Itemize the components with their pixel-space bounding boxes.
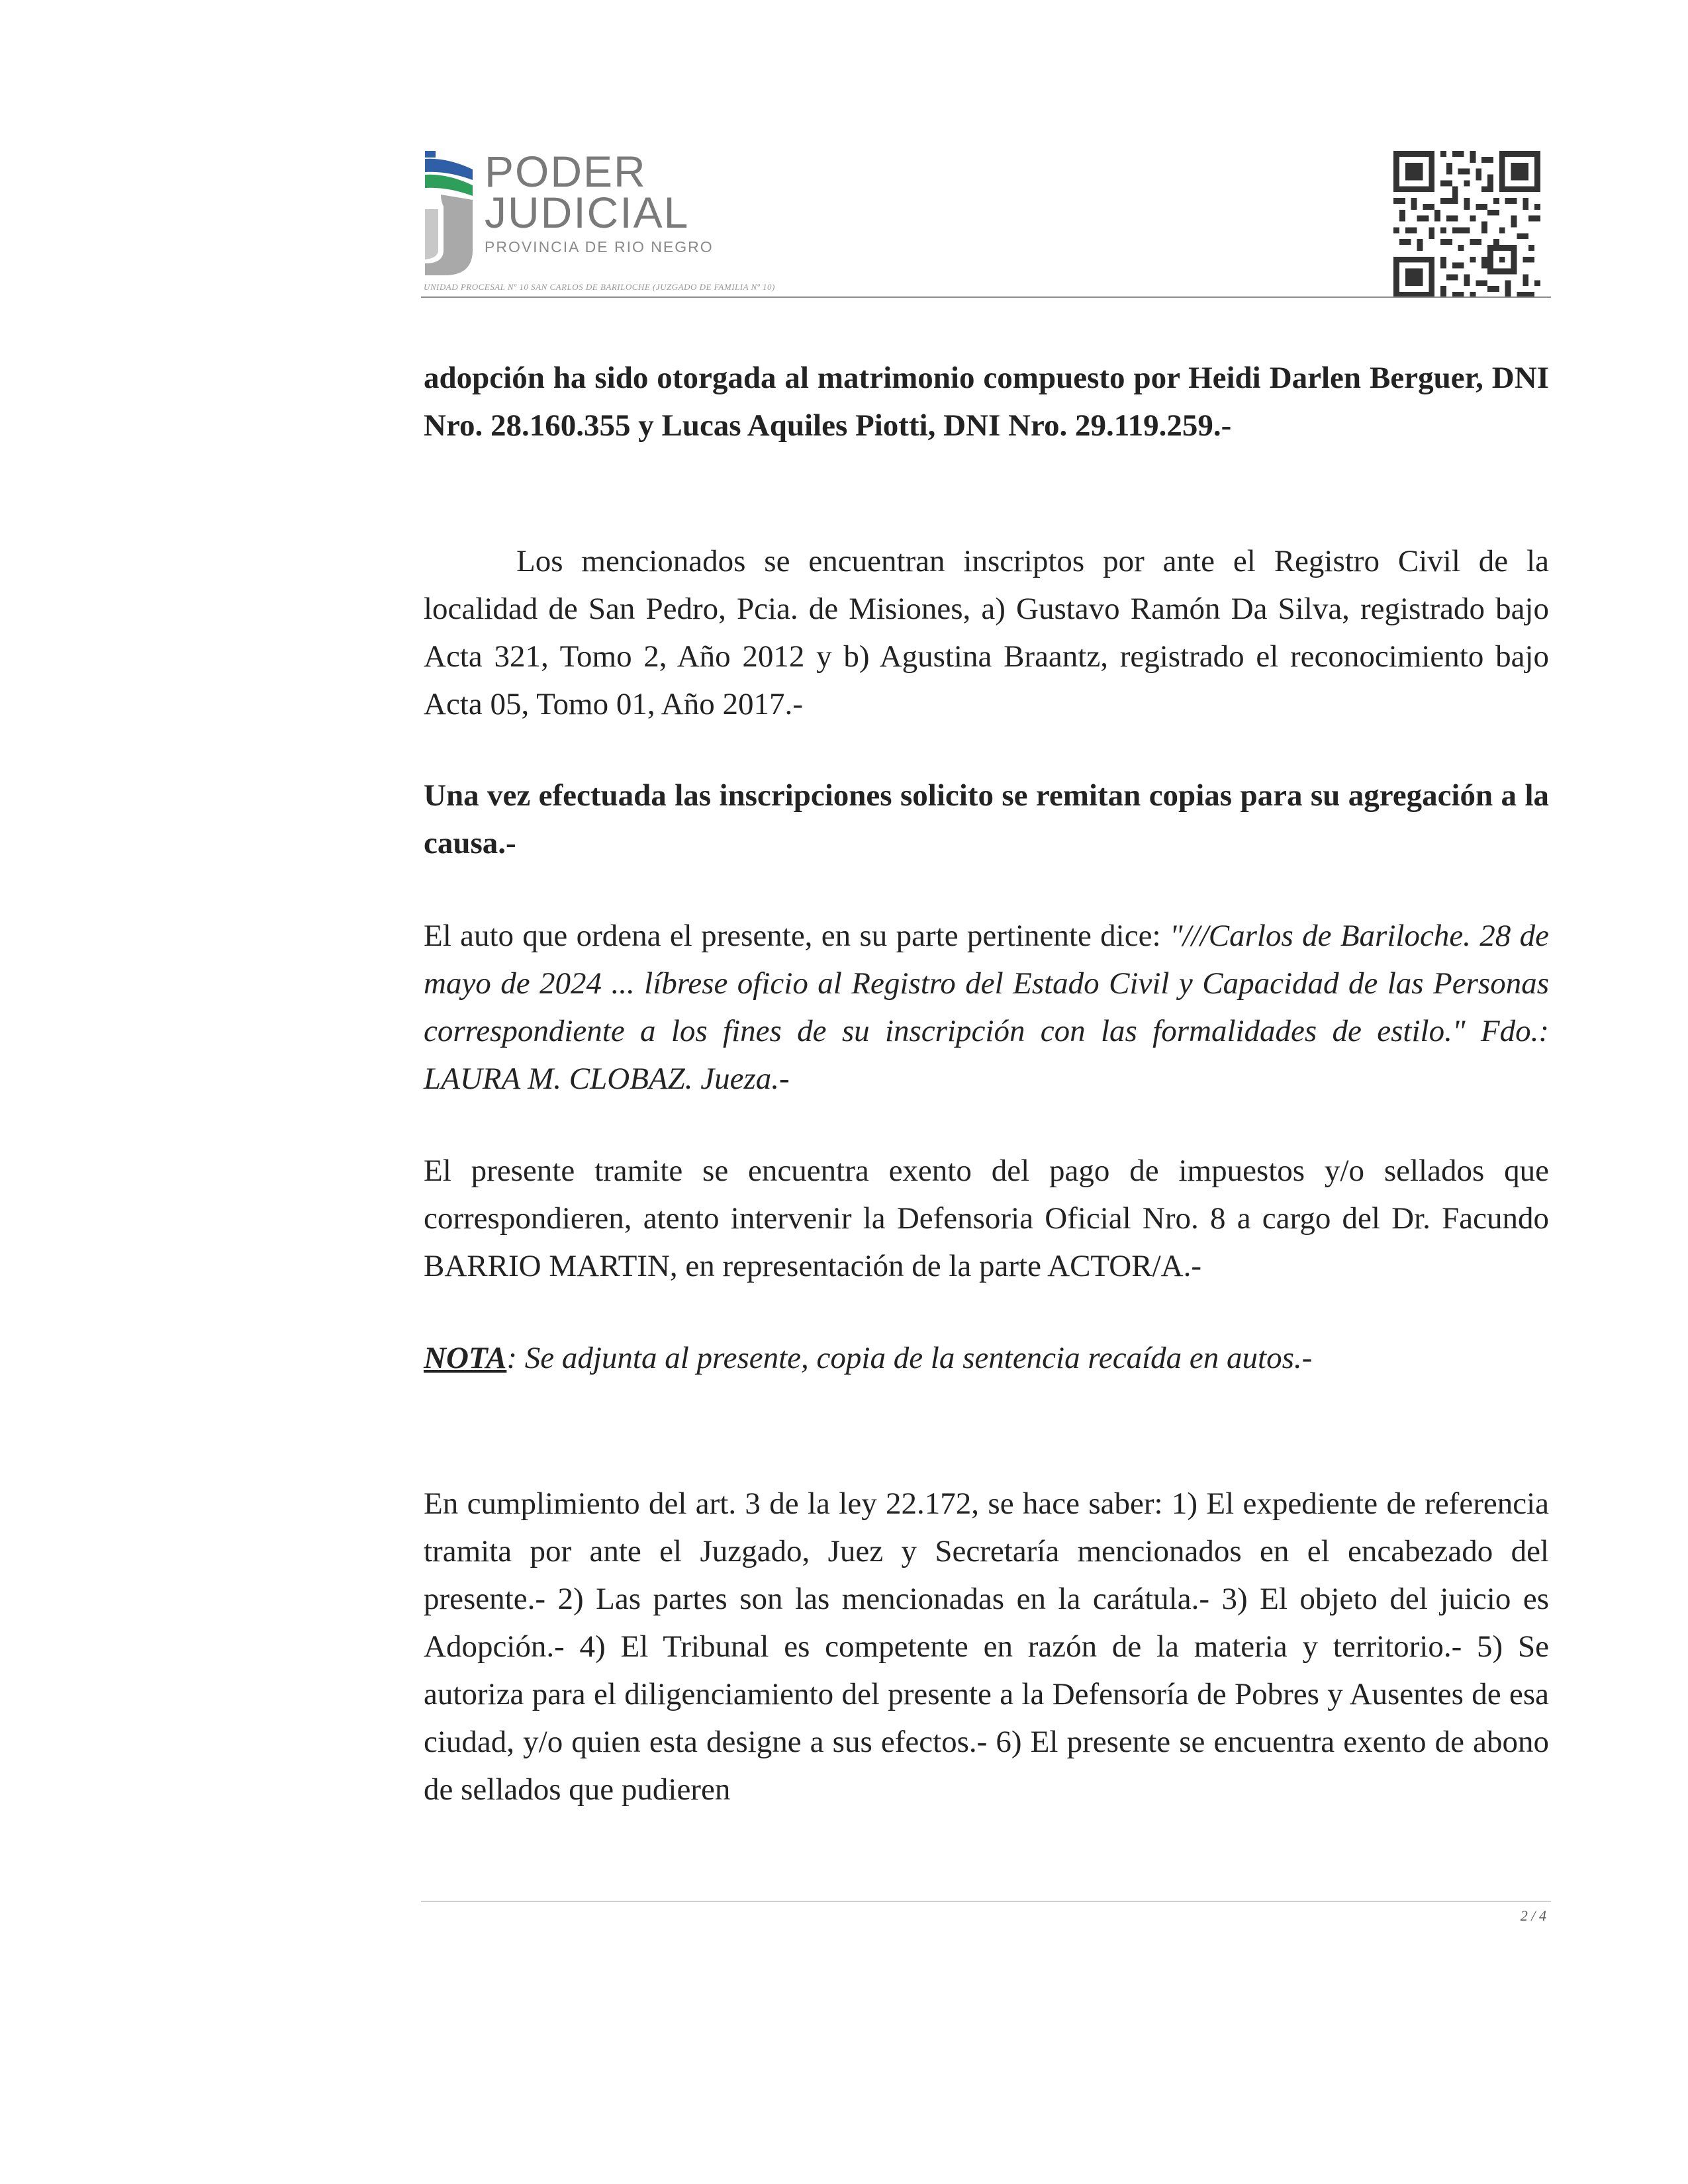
qr-code-icon (1387, 151, 1546, 298)
poder-judicial-logo (421, 147, 726, 277)
ley-22172-text: En cumplimiento del art. 3 de la ley 22.172, se hace saber: 1) El expediente de referencia tramita por ante el Juzgado, Juez y Secretaría mencionados en el encabezado del presente.- 2) Las partes son las mencionadas en la carátula.- 3) El objeto del juicio es Adopción.- 4) El Tribunal es competente en razón de la materia y territorio.- 5) Se autoriza para el diligenciamiento del presente a la Defensoría de Pobres y Ausentes de esa ciudad, y/o quien esta designe a sus efectos.- 6) El presente se encuentra exento de abono de sellados que pudieren (424, 1486, 1549, 1807)
court-order-text (424, 912, 1549, 1103)
nota-text: : Se adjunta al presente, copia de la sentencia recaída en autos.- (506, 1341, 1313, 1375)
court-order-intro: El auto que ordena el presente, en su parte pertinente dice: (424, 919, 1170, 953)
paragraph-request-copies (424, 772, 1549, 867)
paragraph-court-order (424, 912, 1549, 1103)
header-divider (421, 296, 1551, 298)
court-unit-line: UNIDAD PROCESAL Nº 10 SAN CARLOS DE BARILOCHE (JUZGADO DE FAMILIA Nº 10) (424, 282, 775, 292)
adoption-text: adopción ha sido otorgada al matrimonio compuesto por Heidi Darlen Berguer, DNI Nro. 28.160.355 y Lucas Aquiles Piotti, DNI Nro. 29.119.259.- (424, 361, 1549, 443)
footer-divider (421, 1901, 1551, 1902)
paragraph-registry (424, 537, 1549, 728)
paragraph-ley-22172 (424, 1480, 1549, 1813)
paragraph-adoption (424, 354, 1549, 449)
paragraph-nota (424, 1334, 1549, 1382)
logo-title-poder: PODER (485, 147, 647, 196)
tax-exemption-text: El presente tramite se encuentra exento del pago de impuestos y/o sellados que correspondieren, atento intervenir la Defensoria Oficial Nro. 8 a cargo del Dr. Facundo BARRIO MARTIN, en representación de la parte ACTOR/A.- (424, 1154, 1549, 1283)
paragraph-tax-exemption (424, 1147, 1549, 1290)
page-number: 2 / 4 (1520, 1907, 1546, 1924)
logo-subtitle: PROVINCIA DE RIO NEGRO (485, 238, 714, 255)
nota-label: NOTA (424, 1341, 507, 1375)
logo-emblem-icon (421, 151, 481, 277)
registry-text: Los mencionados se encuentran inscriptos por ante el Registro Civil de la localidad de San Pedro, Pcia. de Misiones, a) Gustavo Ramón Da Silva, registrado bajo Acta 321, Tomo 2, Año 2012 y b) Agustina Braantz, registrado el reconocimiento bajo Acta 05, Tomo 01, Año 2017.- (424, 544, 1549, 721)
request-copies-text: Una vez efectuada las inscripciones solicito se remitan copias para su agregación a la causa.- (424, 778, 1549, 860)
logo-title-judicial: JUDICIAL (485, 188, 690, 237)
court-order-quote: "///Carlos de Bariloche. 28 de mayo de 2024 ... líbrese oficio al Registro del Estado Civil y Capacidad de las Personas correspondiente a los fines de su inscripción con las formalidades de estilo." Fdo.: LAURA M. CLOBAZ. Jueza.- (424, 919, 1549, 1096)
